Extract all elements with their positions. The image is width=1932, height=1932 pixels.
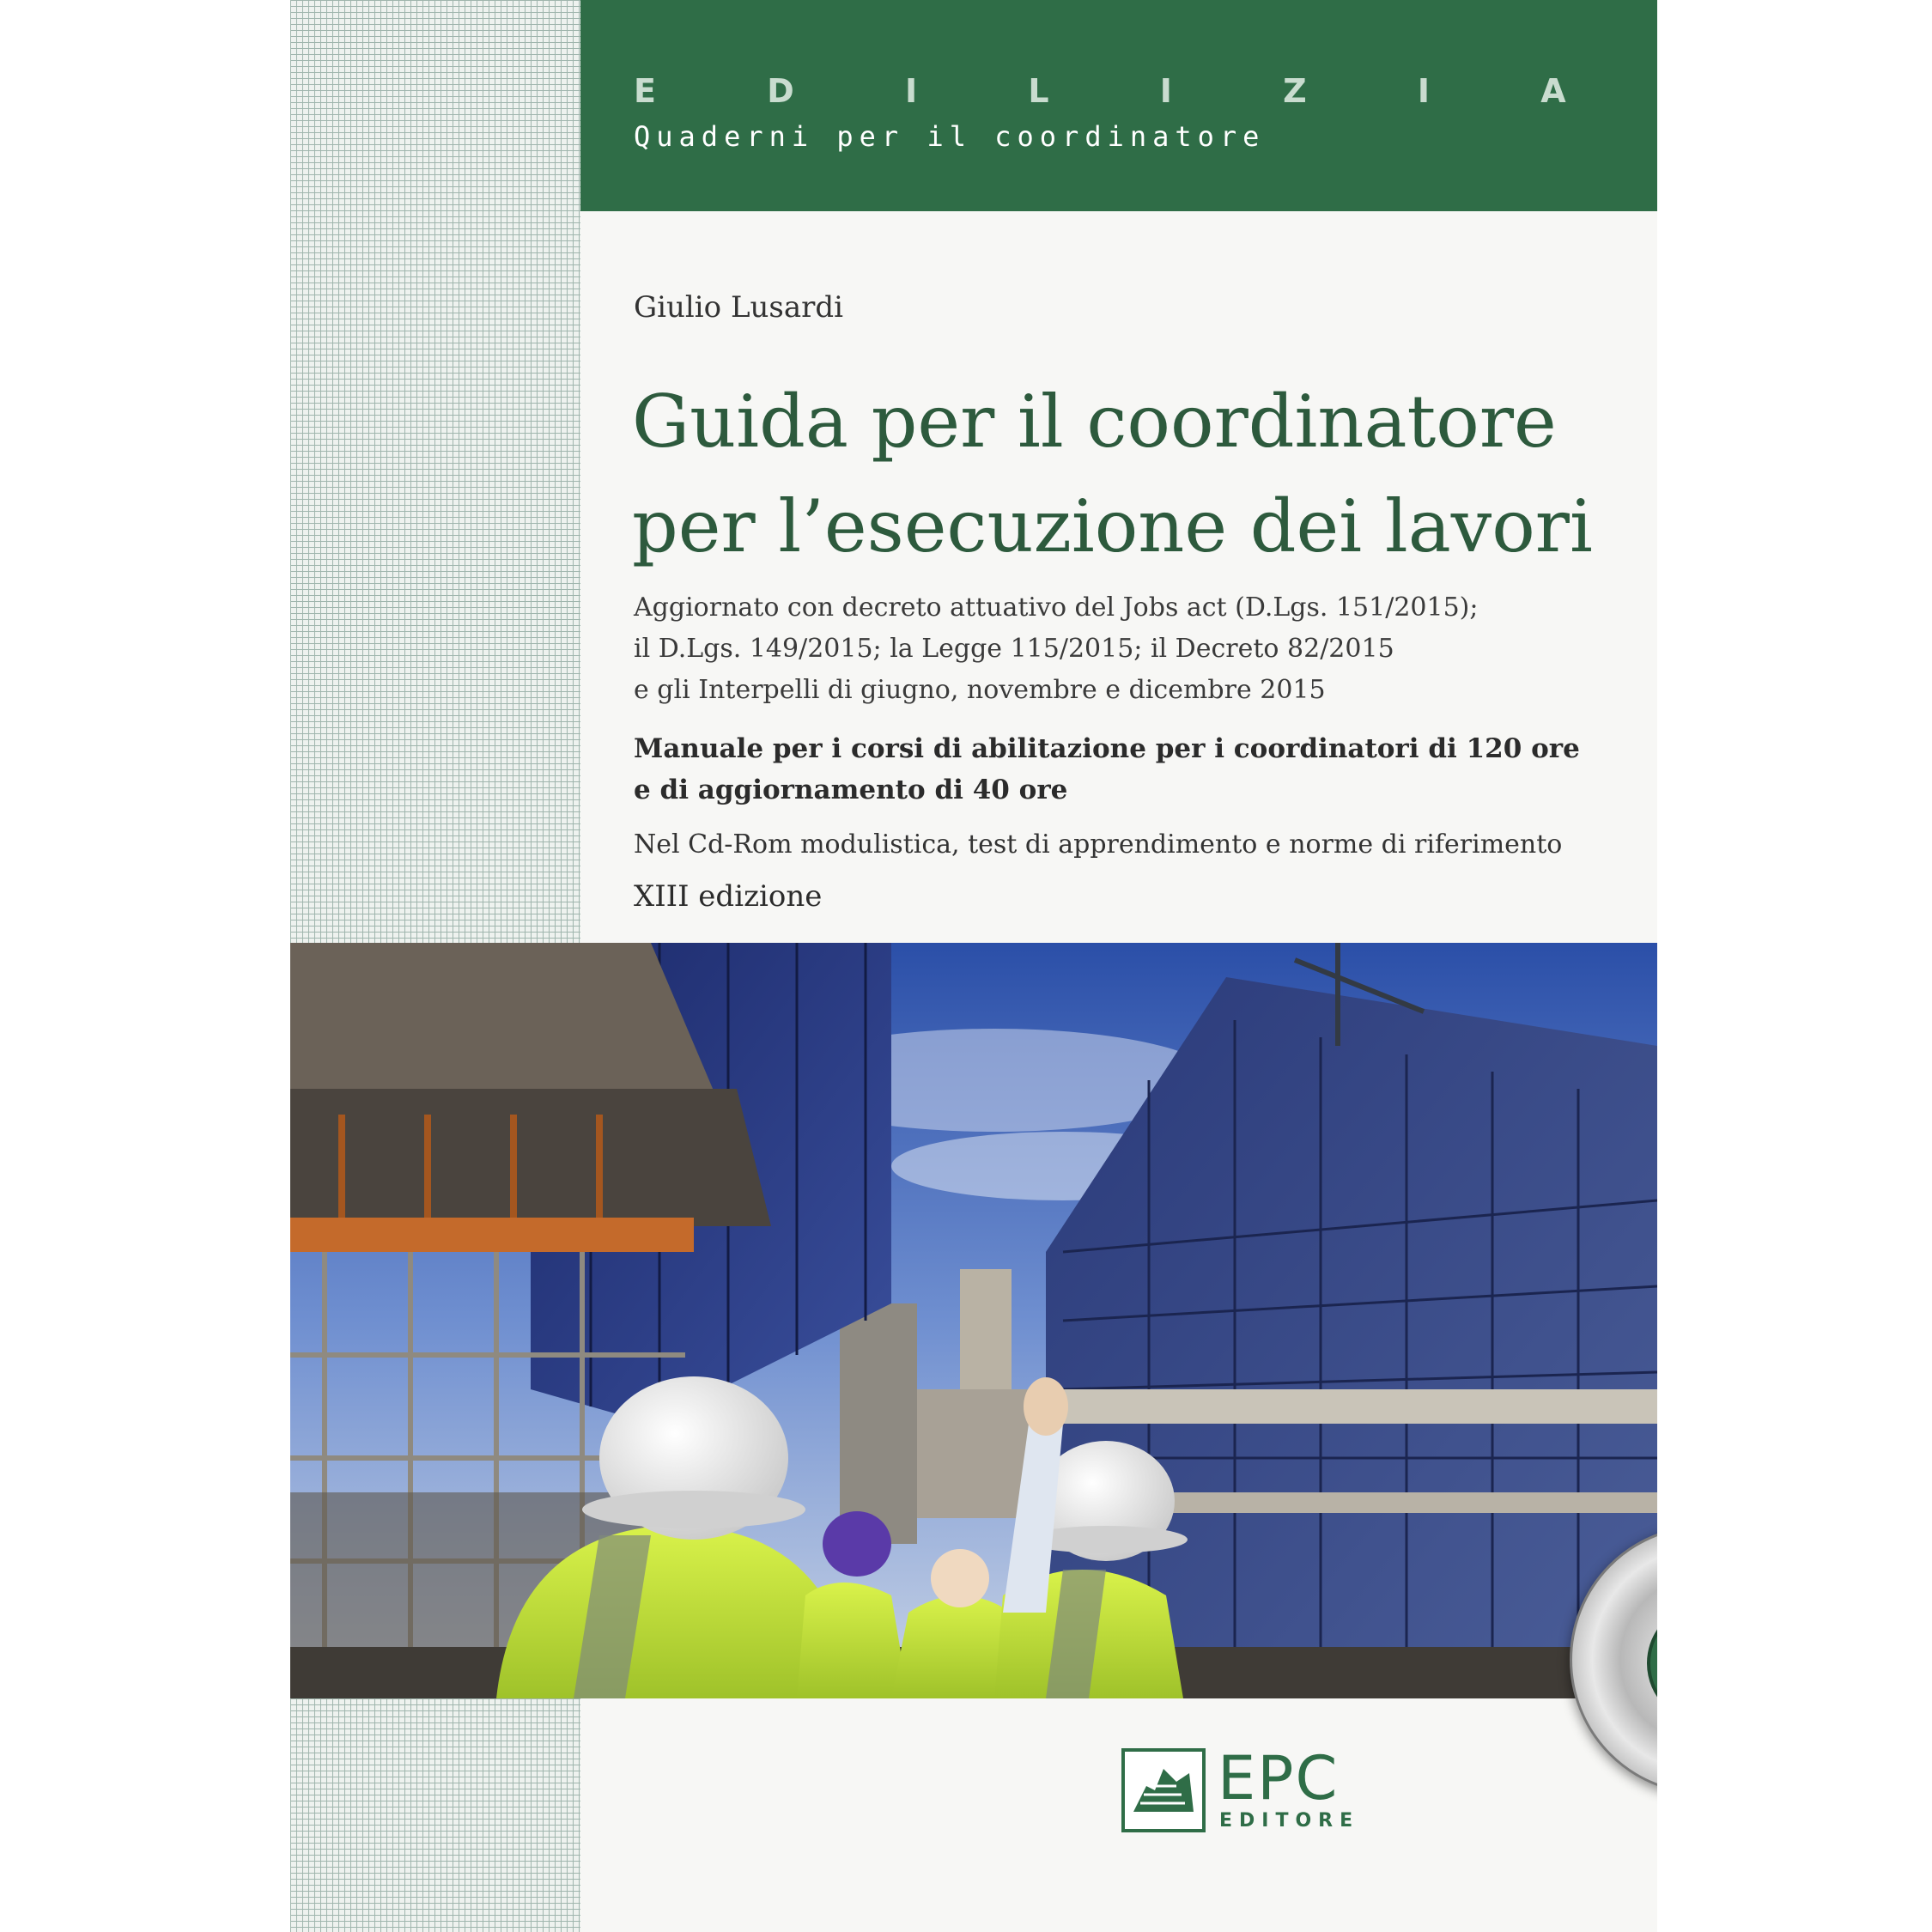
edition-label: XIII edizione: [634, 879, 823, 914]
series-subtitle: Quaderni per il coordinatore: [634, 120, 1266, 153]
publisher-name: EPC: [1218, 1743, 1340, 1814]
title-line-1: Guida per il coordinatore: [632, 380, 1557, 464]
lion-logo-icon: [1121, 1748, 1206, 1832]
grid-pattern-strip-top: [290, 0, 580, 943]
manual-line: Manuale per i corsi di abilitazione per i coordinatori di 120 ore: [634, 733, 1580, 764]
subtitle-line: e gli Interpelli di giugno, novembre e dicembre 2015: [634, 675, 1326, 705]
manual-line: e di aggiornamento di 40 ore: [634, 775, 1068, 805]
grid-pattern-strip-bottom: [290, 1698, 580, 1932]
book-subtitle: [634, 587, 1621, 711]
publisher-sub: EDITORE: [1219, 1810, 1360, 1832]
manual-description: [634, 728, 1621, 811]
book-title: [632, 369, 1637, 579]
publisher-logo: [1121, 1743, 1370, 1834]
construction-photo-illustration: [290, 943, 1657, 1698]
subtitle-line: Aggiornato con decreto attuativo del Jobs act (D.Lgs. 151/2015);: [634, 592, 1479, 623]
title-line-2: per l’esecuzione dei lavori: [632, 484, 1593, 568]
author-name: Giulio Lusardi: [634, 290, 844, 325]
book-cover: [290, 0, 1657, 1932]
cd-badge: [1636, 1591, 1657, 1735]
cdrom-note: Nel Cd-Rom modulistica, test di apprendimento e norme di riferimento: [634, 829, 1563, 860]
cover-photo-construction-site: [290, 943, 1657, 1698]
cd-badge-line-1: [1656, 1630, 1657, 1671]
subtitle-line: il D.Lgs. 149/2015; la Legge 115/2015; il Decreto 82/2015: [634, 634, 1394, 664]
lion-logo-graphic: [1125, 1752, 1202, 1829]
series-name: E D I L I Z I A: [634, 72, 1616, 110]
